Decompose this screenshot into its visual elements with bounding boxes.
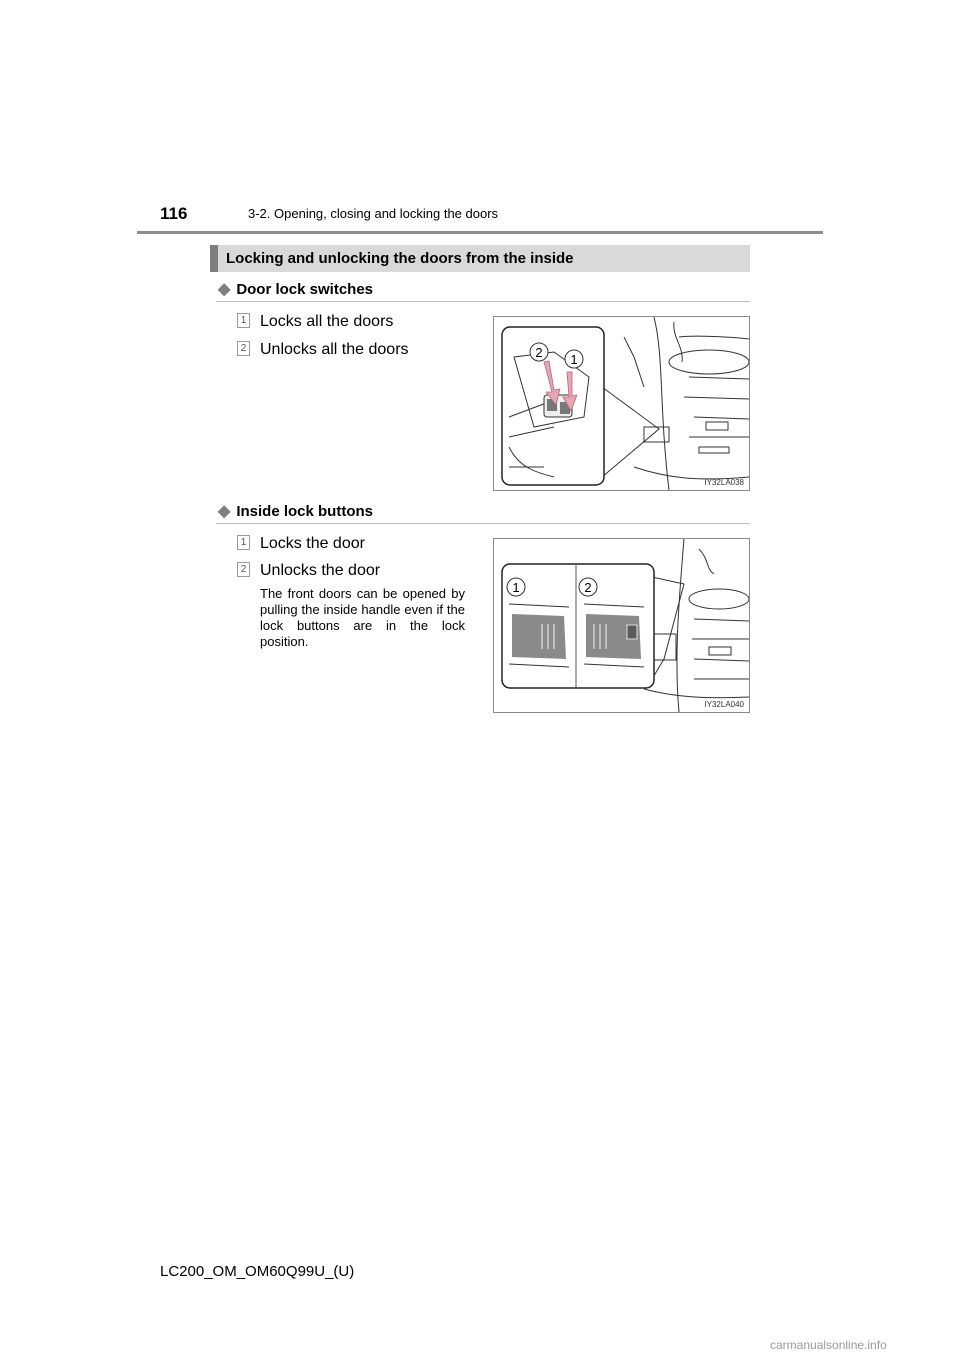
watermark: carmanualsonline.info — [770, 1338, 887, 1352]
step-text: Unlocks all the doors — [260, 341, 409, 358]
note-text: The front doors can be opened by pulling the inside handle even if the lock buttons are in the lock position. — [260, 586, 465, 649]
page-number: 116 — [160, 204, 188, 223]
figure-code: IY32LA040 — [704, 700, 744, 709]
step-marker: 1 — [237, 535, 250, 550]
inside-lock-buttons-heading-text: Inside lock buttons — [236, 503, 373, 520]
diamond-bullet-icon: ◆ — [218, 281, 231, 298]
header-divider — [137, 231, 823, 234]
sub-heading-divider — [216, 301, 750, 302]
inside-lock-button-illustration — [494, 539, 749, 712]
door-lock-switches-heading — [218, 279, 373, 299]
figure-code: IY32LA038 — [704, 478, 744, 487]
door-lock-switch-illustration — [494, 317, 749, 490]
figure-callout: 2 — [584, 580, 592, 595]
sub-heading-divider — [216, 523, 750, 524]
figure-callout: 2 — [535, 345, 543, 360]
document-code: LC200_OM_OM60Q99U_(U) — [160, 1263, 355, 1280]
diamond-bullet-icon: ◆ — [218, 503, 231, 520]
step-marker: 1 — [237, 313, 250, 328]
door-lock-switch-figure — [493, 316, 750, 491]
step-text: Locks all the doors — [260, 313, 394, 330]
figure-callout: 1 — [512, 580, 520, 595]
inside-lock-button-figure — [493, 538, 750, 713]
step-marker: 2 — [237, 562, 250, 577]
running-head: 3-2. Opening, closing and locking the doors — [248, 206, 499, 221]
section-title: Locking and unlocking the doors from the inside — [210, 245, 750, 272]
step-marker: 2 — [237, 341, 250, 356]
figure-callout: 1 — [570, 352, 578, 367]
step-text: Unlocks the door — [260, 562, 381, 579]
door-lock-switches-heading-text: Door lock switches — [236, 281, 374, 298]
lock-button-locked — [512, 614, 566, 659]
inside-lock-buttons-heading — [218, 501, 373, 521]
step-text: Locks the door — [260, 535, 365, 552]
